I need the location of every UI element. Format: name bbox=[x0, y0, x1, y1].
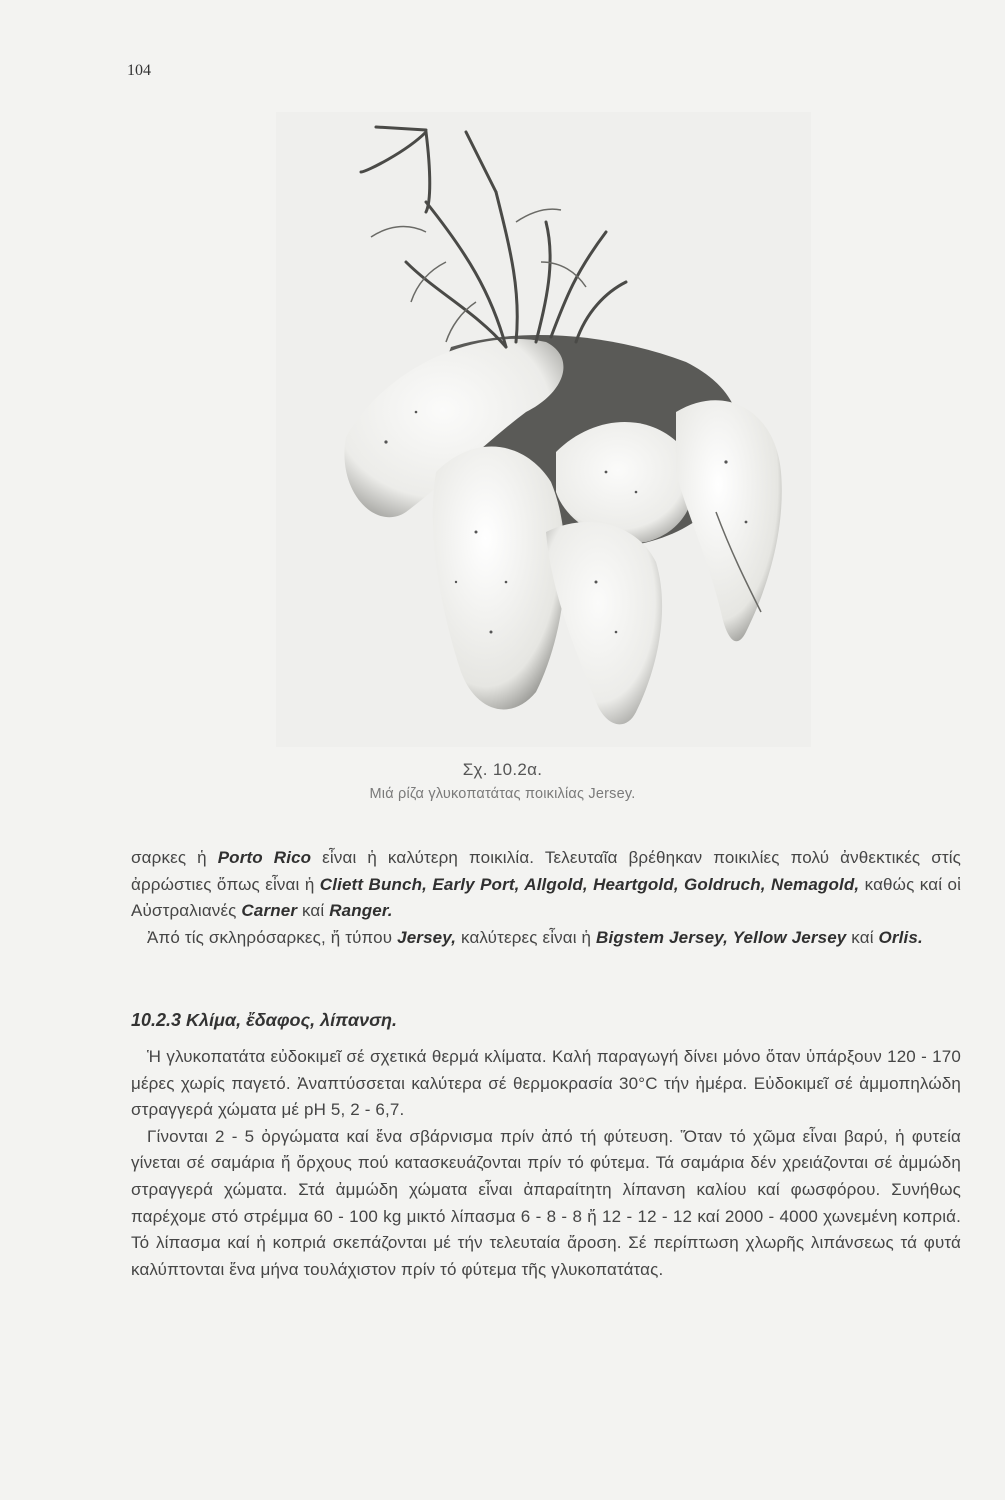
page-number: 104 bbox=[127, 62, 151, 79]
section-heading: 10.2.3 Κλίμα, ἔδαφος, λίπανση. bbox=[131, 1010, 398, 1030]
paragraph-4: Γίνονται 2 - 5 ὀργώματα καί ἕνα σβάρνισμα πρίν ἀπό τή φύτευση. Ὅταν τό χῶμα εἶναι βαρύ, ἡ φυτεία γίνεται σέ σαμάρια ἤ ὄρχους πού κατασκευάζονται πρίν τό φύτεμα. Τά σαμάρια δέν χρειάζονται σέ ἀμμώδη στραγγερά χώματα. Στά ἀμμώδη χώματα εἶναι ἀπαραίτητη λίπανση καλίου καί φωσφόρου. Συνήθως παρέχομε στό στρέμμα 60 - 100 kg μικτό λίπασμα 6 - 8 - 8 ἤ 12 - 12 - 12 καί 2000 - 4000 χωνεμένη κοπριά. Τό λίπασμα καί ἡ κοπριά σκεπάζονται μέ τήν τελευταία ἄροση. Σέ περίπτωση χλωρῆς λιπάνσεως τά φυτά καλύπτονται ἕνα μήνα τουλάχιστον πρίν τό φύτεμα τῆς γλυκοπατάτας. bbox=[131, 1126, 961, 1279]
varieties-text bbox=[131, 845, 961, 951]
paragraph-3: Ἡ γλυκοπατάτα εὐδοκιμεῖ σέ σχετικά θερμά κλίματα. Καλή παραγωγή δίνει μόνο ὅταν ὑπάρξουν 120 - 170 μέρες χωρίς παγετό. Ἀναπτύσσεται καλύτερα σέ θερμοκρασία 30°C τήν ἡμέρα. Εὐδοκιμεῖ σέ ἀμμοπηλώδη στραγγερά χώματα μέ pH 5, 2 - 6,7. bbox=[131, 1047, 961, 1120]
climate-soil-text bbox=[131, 1044, 961, 1283]
paragraph-2: Ἀπό τίς σκληρόσαρκες, ἤ τύπου Jersey, καλύτερες εἶναι ἡ Bigstem Jersey, Yellow Jersey καί Orlis. bbox=[147, 927, 923, 947]
paragraph-1: σαρκες ἡ Porto Rico εἶναι ἡ καλύτερη ποικιλία. Τελευταῖα βρέθηκαν ποικιλίες πολύ ἀνθεκτικές στίς ἀρρώστιες ὅπως εἶναι ἡ Cliett Bunch, Early Port, Allgold, Heartgold, Goldruch, Nemagold, καθώς καί οἱ Αὐστραλιανές Carner καί Ranger. bbox=[131, 848, 961, 921]
sweet-potato-photo bbox=[276, 112, 811, 747]
figure-label: Σχ. 10.2α. bbox=[462, 760, 543, 779]
sweet-potato-illustration bbox=[276, 112, 811, 747]
figure-caption: Μιά ρίζα γλυκοπατάτας ποικιλίας Jersey. bbox=[369, 786, 636, 802]
